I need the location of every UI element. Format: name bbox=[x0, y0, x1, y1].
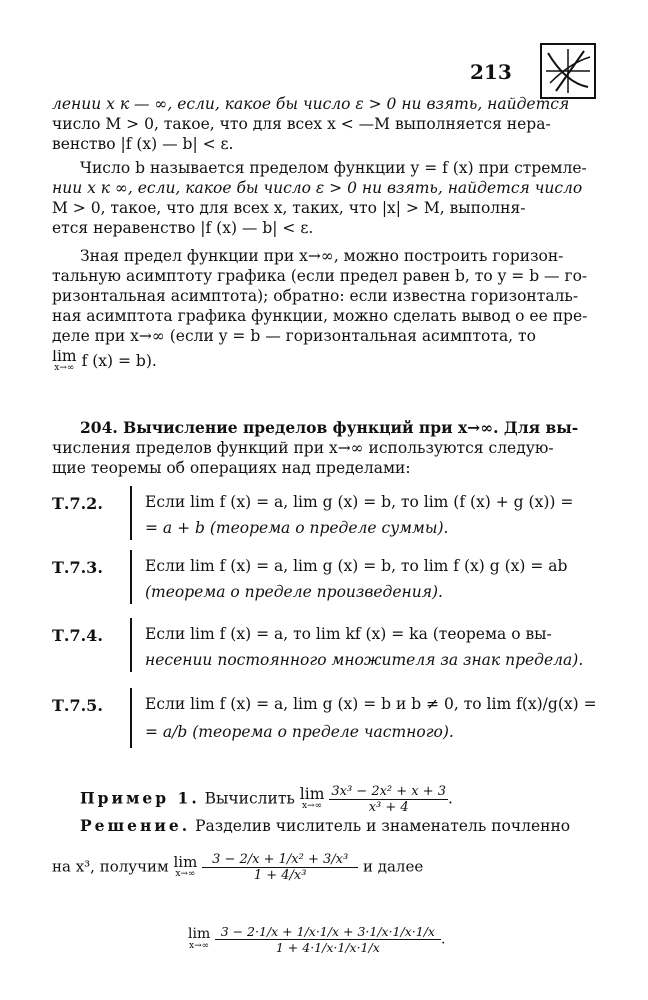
para1-line3: венство |f (x) — b| < ε. bbox=[52, 135, 234, 153]
solution-line2: на x³, получим lim x→∞ $\frac{\text{3 − 2/x + 1/x² + 3/x³}}{\text{1 + 4/x³}}$ и далее bbox=[52, 852, 424, 883]
solution-line1: Решение. Разделив числитель и знаменатель почленно bbox=[80, 816, 571, 835]
section-line2: числения пределов функций при x→∞ используются следую- bbox=[52, 439, 554, 457]
function-graph-icon bbox=[540, 43, 596, 99]
theorem-bar bbox=[130, 486, 132, 540]
theorem-7-4-line1: Если lim f (x) = a, то lim kf (x) = ka (теорема о вы- bbox=[145, 625, 552, 643]
para3-line4: ная асимптота графика функции, можно сделать вывод о ее пре- bbox=[52, 307, 588, 325]
theorem-bar bbox=[130, 550, 132, 604]
theorem-7-3-line1: Если lim f (x) = a, lim g (x) = b, то lim f (x) g (x) = ab bbox=[145, 557, 568, 575]
theorem-7-5-line2: = a/b (теорема о пределе частного). bbox=[145, 723, 454, 741]
theorem-label-7-5: Т.7.5. bbox=[52, 696, 103, 715]
para3-line5: деле при x→∞ (если y = b — горизонтальная асимптота, то bbox=[52, 327, 536, 345]
theorem-7-3-line2: (теорема о пределе произведения). bbox=[145, 583, 443, 601]
theorem-label-7-4: Т.7.4. bbox=[52, 626, 103, 645]
page-number: 213 bbox=[470, 60, 512, 84]
theorem-7-4-line2: несении постоянного множителя за знак предела). bbox=[145, 651, 584, 669]
para2-line1: Число b называется пределом функции y = f (x) при стремле- bbox=[80, 159, 587, 177]
example-1: Пример 1. Вычислить lim x→∞ $\frac{\text{3x³ − 2x² + x + 3}}{\text{x³ + 4}}$ . bbox=[80, 784, 453, 815]
theorem-bar bbox=[130, 618, 132, 672]
theorem-7-5-line1: Если lim f (x) = a, lim g (x) = b и b ≠ 0, то lim f(x)/g(x) = bbox=[145, 695, 597, 713]
section-line3: щие теоремы об операциях над пределами: bbox=[52, 459, 411, 477]
solution-final-expression: lim x→∞ $\frac{3 - 2\cdot 1/x + 1/x\cdot 1/x + 3\cdot 1/x\cdot 1/x\cdot 1/x}{1 + 4\cdot 1/x\cdot 1/x\cdot 1/x}$ . bbox=[188, 924, 446, 955]
theorem-7-2-line2: = a + b (теорема о пределе суммы). bbox=[145, 519, 449, 537]
section-heading: 204. Вычисление пределов функций при x→∞. Для вы- bbox=[80, 418, 579, 437]
theorem-7-2-line1: Если lim f (x) = a, lim g (x) = b, то lim (f (x) + g (x)) = bbox=[145, 493, 574, 511]
para3-line1: Зная предел функции при x→∞, можно построить горизон- bbox=[80, 247, 564, 265]
para2-line2: нии x к ∞, если, какое бы число ε > 0 ни взять, найдется число bbox=[52, 179, 583, 197]
para3-line2: тальную асимптоту графика (если предел равен b, то y = b — го- bbox=[52, 267, 588, 285]
theorem-label-7-3: Т.7.3. bbox=[52, 558, 103, 577]
para3-line3: ризонтальная асимптота); обратно: если известна горизонталь- bbox=[52, 287, 579, 305]
para2-line3: M > 0, такое, что для всех x, таких, что |x| > M, выполня- bbox=[52, 199, 526, 217]
para2-line4: ется неравенство |f (x) — b| < ε. bbox=[52, 219, 314, 237]
theorem-label-7-2: Т.7.2. bbox=[52, 494, 103, 513]
theorem-bar bbox=[130, 688, 132, 748]
para3-line6: lim x→∞ f (x) = b). bbox=[52, 350, 157, 373]
para1-line2: число M > 0, такое, что для всех x < —M выполняется нера- bbox=[52, 115, 551, 133]
para1-line1: лении x к — ∞, если, какое бы число ε > 0 ни взять, найдется bbox=[52, 95, 570, 113]
lim-operator: lim x→∞ bbox=[52, 350, 77, 373]
